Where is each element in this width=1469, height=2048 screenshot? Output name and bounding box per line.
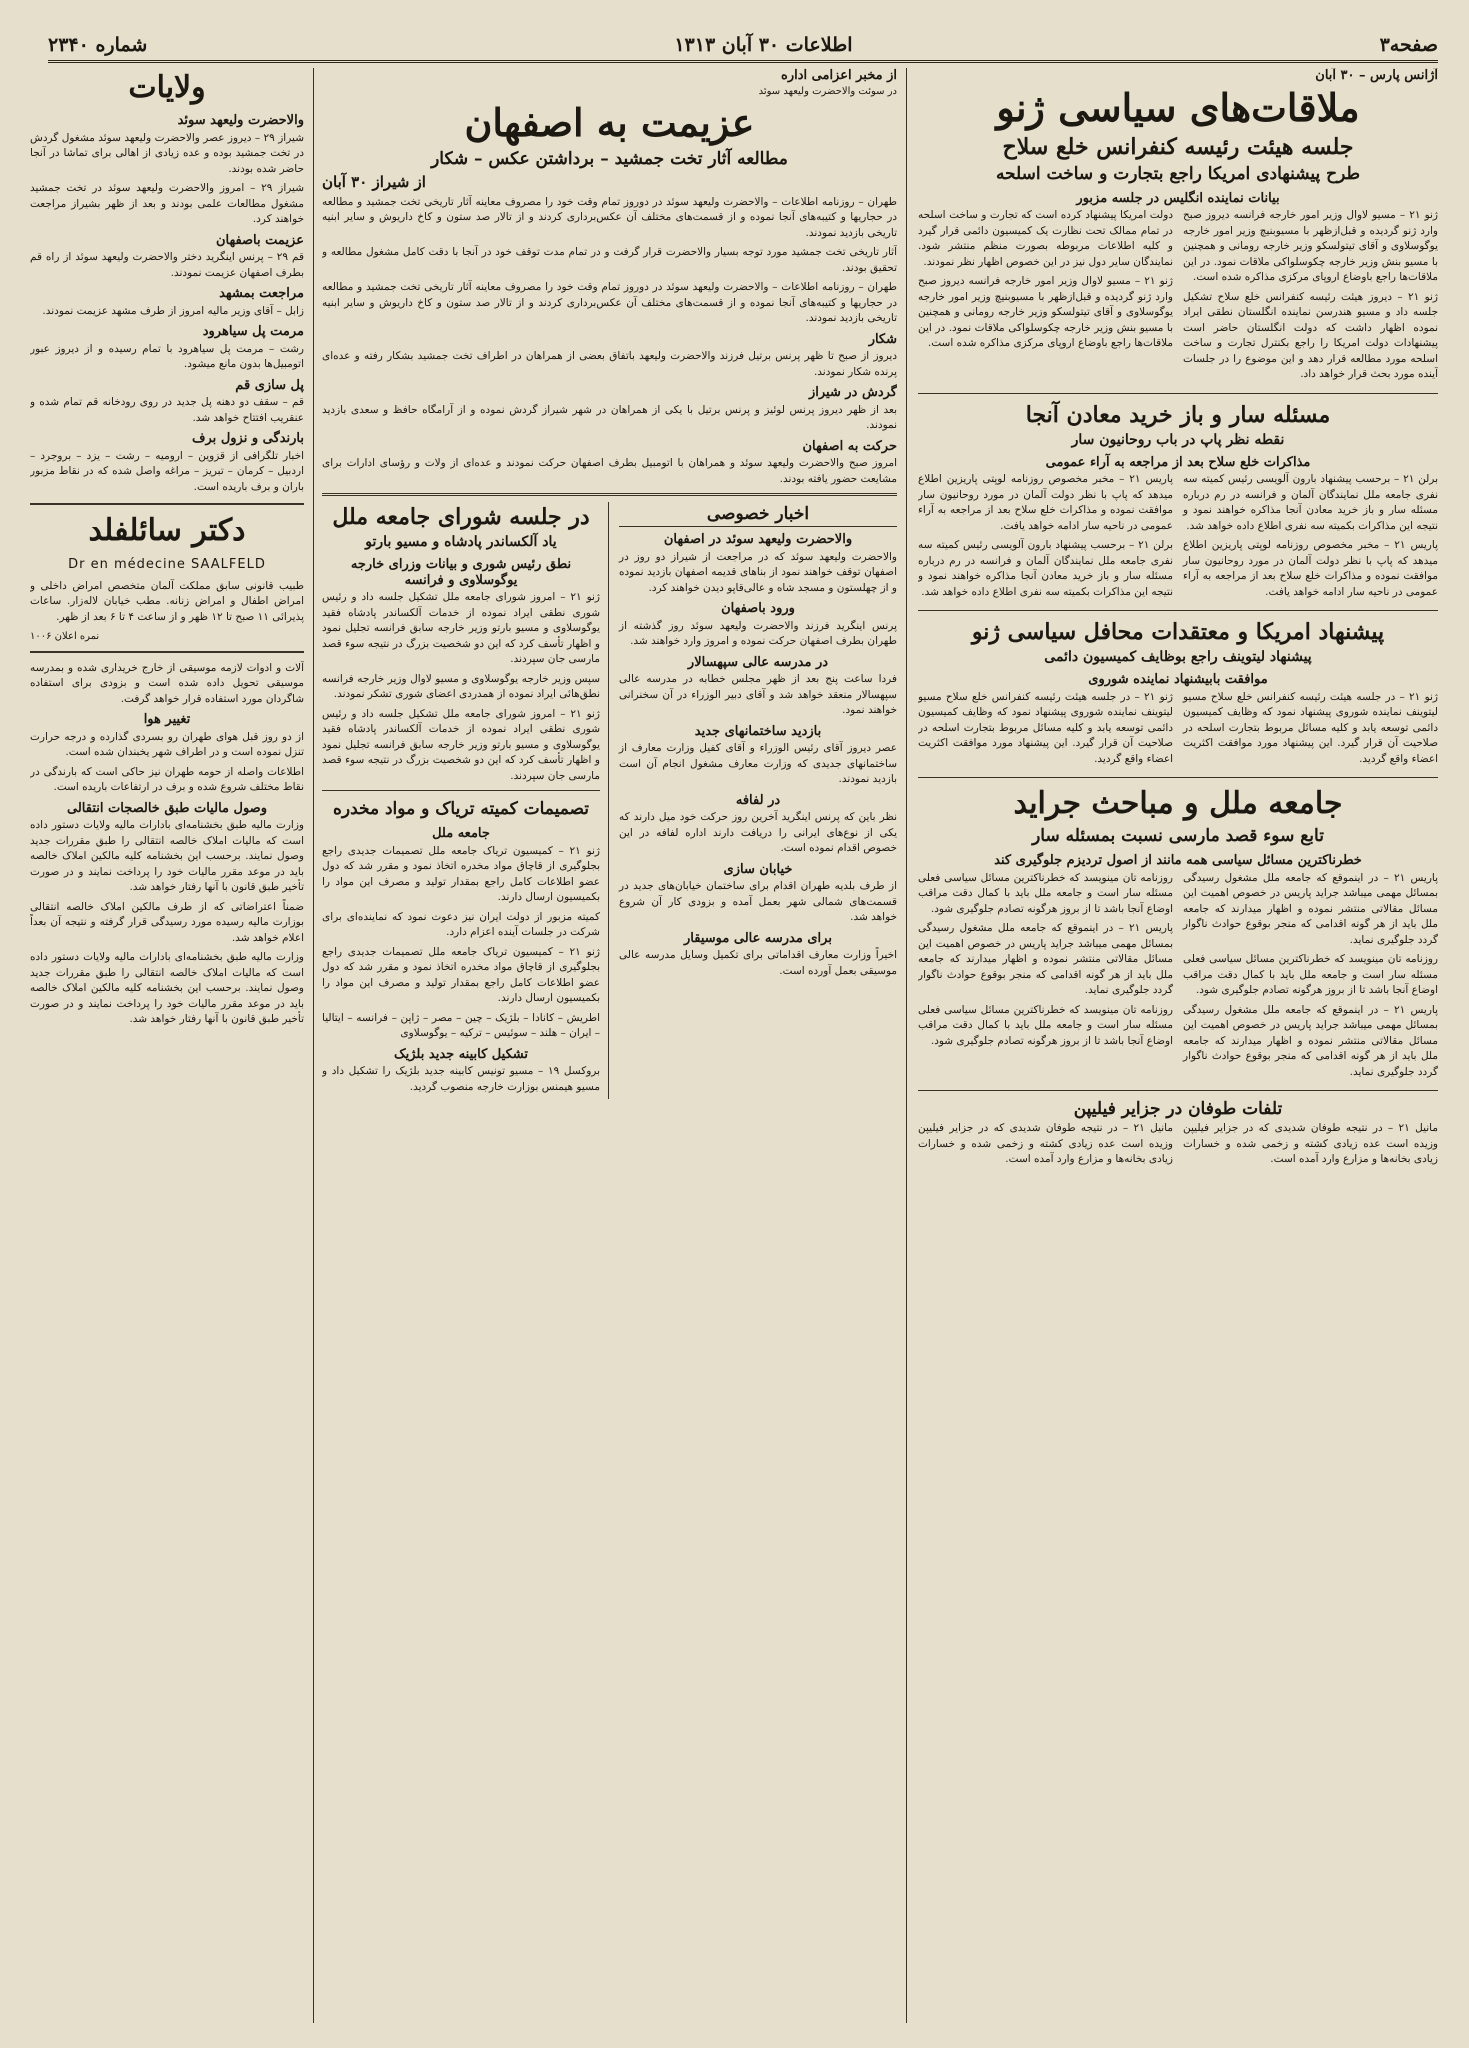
section-heading: مراجعت بمشهد <box>219 286 304 301</box>
column-right <box>918 68 1438 2018</box>
ad-number: نمره اعلان ۱۰۰۶ <box>30 631 100 642</box>
paragraph: نظر باین که پرنس اینگرید آخرین روز حرکت خود میل دارند که یکی از نوع‌های ایرانی را دریافت دارند اداره لفافه در این خصوص اقدام نموده است. <box>619 811 897 854</box>
ad-body: طبیب قانونی سابق مملکت آلمان متخصص امراض داخلی و امراض اطفال و امراض زنانه. مطب خیابان لاله‌زار. ساعات پذیرائی ۱۱ صبح تا ۱۲ ظهر و از ساعت ۴ تا ۶ بعد از ظهر. <box>30 579 304 623</box>
paragraph: ژنو ۲۱ – مسیو لاوال وزیر امور خارجه فرانسه دیروز صبح وارد ژنو گردیده و قبل‌ازظهر با مسیوبنیچ وزیر امور خارجه یوگوسلاوی و آقای تیتولسکو وزیر خارجه رومانی و همچنین با مسیو بنش وزیر خارجه چکوسلواکی ملاقات نمود. در این ملاقات‌ها راجع باوضاع اروپای مرکزی مذاکره شده است. <box>1183 209 1438 283</box>
headline-saar: مسئله سار و باز خرید معادن آنجا <box>1025 401 1331 428</box>
paragraph: برلن ۲۱ – برحسب پیشنهاد بارون آلویسی رئیس کمیته سه نفری جامعه ملل نمایندگان آلمان و فرانسه در رم درباره مسئله سار و باز خرید معادن آنجا مذاکره خواهند نمود و نتیجه این مذاکرات بکمیته سه نفری اطلاع داده خواهد شد. <box>918 539 1174 598</box>
paragraph: ژنو ۲۱ – امروز شورای جامعه ملل تشکیل جلسه داد و رئیس شوری نطقی ایراد نموده از خدمات آلکساندر پادشاه فقید یوگوسلاوی و مسیو بارتو وزیر خارجه سابق فرانسه تجلیل نمود و اظهار تأسف کرد که این دو شخصیت بزرگ در نتیجه سوء قصد مارسی جان سپردند. <box>322 707 600 782</box>
paragraph: شیراز ۲۹ – امروز والاحضرت ولیعهد سوئد در تخت جمشید مشغول مطالعات علمی بودند و بعد از ظهر بشیراز مراجعت خواهند کرد. <box>30 182 304 225</box>
paragraph: روزنامه تان مینویسد که خطرناکترین مسائل سیاسی فعلی مسئله سار است و جامعه ملل باید با کمال دقت مراقب اوضاع آنجا باشد تا از بروز هرگونه تصادم جلوگیری شود. <box>918 1003 1173 1047</box>
column-left <box>30 68 304 2018</box>
paragraph: روزنامه تان مینویسد که خطرناکترین مسائل سیاسی فعلی مسئله سار است و جامعه ملل باید با کمال دقت مراقب اوضاع آنجا باشد تا از بروز هرگونه تصادم جلوگیری شود. <box>918 871 1173 915</box>
paragraph: ژنو ۲۱ – کمیسیون تریاک جامعه ملل تصمیمات جدیدی راجع بجلوگیری از قاچاق مواد مخدره اتخاذ نمود و مقرر شد که دول عضو اطلاعات کامل راجع بمقدار تولید و مصرف این مواد را بکمیسیون ارسال دارند. <box>322 844 600 903</box>
section-heading: تغییر هوا <box>143 712 191 727</box>
paragraph: بروکسل ۱۹ – مسیو تونیس کابینه جدید بلژیک را تشکیل داد و مسیو هیمنس بوزارت خارجه منصوب گردید. <box>322 1065 600 1093</box>
paragraph: قم – سقف دو دهنه پل جدید در روی رودخانه قم تمام شده و عنقریب افتتاح خواهد شد. <box>30 396 304 424</box>
notice-line: از مخبر اعزامی اداره <box>781 68 897 83</box>
column-rule <box>313 68 314 2023</box>
subheadline: یاد آلکساندر پادشاه و مسیو بارتو <box>365 534 557 550</box>
headline-isfahan: عزیمت به اصفهان <box>464 100 755 145</box>
paragraph: طهران – روزنامه اطلاعات – والاحضرت ولیعهد سوئد در دوروز تمام وقت خود را مصروف معاینه آثار تاریخی تخت جمشید و مطالعه در حجاریها و کتیبه‌های آنجا نموده و از قسمت‌های مختلف آن عکس‌برداری کردند و از تالار صد ستون و کاخ داریوش و سایر ابنیه تاریخی بازدید نمودند. <box>322 195 897 239</box>
advertisement-doctor <box>30 503 304 653</box>
section-heading: شکار <box>868 331 897 347</box>
paragraph: برلن ۲۱ – برحسب پیشنهاد بارون آلویسی رئیس کمیته سه نفری جامعه ملل نمایندگان آلمان و فرانسه در رم درباره مسئله سار و باز خرید معادن آنجا مذاکره خواهند نمود و نتیجه این مذاکرات بکمیته سه نفری اطلاع داده خواهد شد. <box>1183 473 1438 532</box>
section-heading: موافقت بابیشنهاد نماینده شوروی <box>1088 672 1268 687</box>
article-body <box>918 871 1438 1085</box>
paragraph: ژنو ۲۱ – دیروز هیئت رئیسه کنفرانس خلع سلاح تشکیل جلسه داد و مسیو هندرسن نماینده انگلستان نطقی ایراد نموده اظهار داشت که دولت انگلستان حاضر است پیشنهادات دولت امریکا را راجع بکنترل تجارت و ساخت اسلحه مورد مطالعه قرار دهد و این موضوع را در جلسات آینده مورد بحث قرار خواهد داد. <box>1183 290 1438 380</box>
section-heading: تشکیل کابینه جدید بلژیک <box>394 1046 528 1062</box>
paragraph: پاریس ۲۱ – در اینموقع که جامعه ملل مشغول رسیدگی بمسائل مهمی میباشد جراید پاریس در خصوص اهمیت این مسائل مقالاتی منتشر نموده و اظهار میدارند که جامعه ملل باید از هر گونه اقدامی که منجر بوقوع حوادث ناگوار گردد جلوگیری نماید. <box>1183 1003 1438 1078</box>
ad-title: دکتر سائلفلد <box>88 513 246 548</box>
paragraph: پاریس ۲۱ – در اینموقع که جامعه ملل مشغول رسیدگی بمسائل مهمی میباشد جراید پاریس در خصوص اهمیت این مسائل مقالاتی منتشر نموده و اظهار میدارند که جامعه ملل باید از هر گونه اقدامی که منجر بوقوع حوادث ناگوار گردد جلوگیری نماید. <box>1183 871 1438 946</box>
lower-split <box>322 502 897 1099</box>
paragraph: ژنو ۲۱ – در جلسه هیئت رئیسه کنفرانس خلع سلاح مسیو لیتوینف نماینده شوروی پیشنهاد نمود که وظایف کمیسیون دائمی توسعه یابد و کلیه مسائل مربوط بتجارت اسلحه در صلاحیت آن قرار گیرد. این پیشنهاد مورد موافقت اکثریت اعضاء واقع گردید. <box>918 690 1173 765</box>
paragraph: مانیل ۲۱ – در نتیجه طوفان شدیدی که در جزایر فیلیپن وزیده است عده زیادی کشته و زخمی شده و خسارات زیادی بخانه‌ها و مزارع وارد آمده است. <box>1183 1122 1438 1165</box>
subheadline: طرح پیشنهادی امریکا راجع بتجارت و ساخت اسلحه <box>995 163 1361 184</box>
section-heading: والاحضرت ولیعهد سوئد در اصفهان <box>663 532 853 547</box>
paragraph: اطلاعات واصله از حومه طهران نیز حاکی است که بارندگی در نقاط مختلف شروع شده و برف در ارتفاعات باریده است. <box>30 765 304 793</box>
masthead-date: اطلاعات ۳۰ آبان ۱۳۱۳ <box>674 34 853 56</box>
article-body <box>918 472 1438 604</box>
section-heading: بیانات نماینده انگلیس در جلسه مزبور <box>1076 190 1280 206</box>
section-heading: خطرناکترین مسائل سیاسی همه مانند از اصول تردیزم جلوگیری کند <box>994 853 1362 868</box>
paragraph: از دو روز قبل هوای طهران رو بسردی گذارده و درجه حرارت تنزل نموده است و در اطراف شهر یخبندان شده است. <box>30 730 304 758</box>
paragraph: روزنامه تان مینویسد که خطرناکترین مسائل سیاسی فعلی مسئله سار است و جامعه ملل باید با کمال دقت مراقب اوضاع آنجا باشد تا از بروز هرگونه تصادم جلوگیری شود. <box>1183 953 1438 996</box>
section-heading: نطق رئیس شوری و بیانات وزرای خارجه یوگوسلاوی و فرانسه <box>350 557 572 588</box>
dateline: از شیراز ۳۰ آبان <box>322 173 426 191</box>
section-heading: خیابان سازی <box>723 861 793 877</box>
masthead <box>48 30 1438 63</box>
section-heading: والاحضرت ولیعهد سوئد <box>177 113 304 128</box>
paragraph: پرنس اینگرید فرزند والاحضرت ولیعهد سوئد روز گذشته از طهران بطرف اصفهان حرکت نموده و امروز وارد خواهند شد. <box>619 619 897 647</box>
paragraph: آثار تاریخی تخت جمشید مورد توجه بسیار والاحضرت قرار گرفت و در تمام مدت توقف خود در آنجا با دقت کامل مشغول مطالعه و تحقیق بودند. <box>322 246 897 274</box>
subheadline: نقطه نظر پاپ در باب روحانیون سار <box>1071 431 1285 448</box>
section-heading: بارندگی و نزول برف <box>192 431 304 446</box>
country-list: اطریش – کانادا – بلژیک – چین – مصر – ژاپن – فرانسه – ایتالیا – ایران – هلند – سوئیس – ترکیه – یوگوسلاوی <box>322 1011 600 1039</box>
paragraph: پاریس ۲۱ – مخبر مخصوص روزنامه لوپتی پاریزین اطلاع میدهد که پاپ با نظر دولت آلمان در مورد روحانیون سار موافقت نموده و مذاکرات خلع سلاح بعد از مراجعه به آراء عمومی در ناحیه سار ادامه خواهد یافت. <box>1183 539 1438 598</box>
paragraph: دیروز از صبح تا ظهر پرنس برتیل فرزند والاحضرت ولیعهد باتفاق بعضی از همراهان در اطراف تخت جمشید بشکار رفته و عده‌ای پرنده شکار نمودند. <box>322 350 897 378</box>
paragraph: از طرف بلدیه طهران اقدام برای ساختمان خیابان‌های جدید در قسمت‌های شمالی شهر بعمل آمده و بزودی کار آن شروع خواهد شد. <box>619 880 897 923</box>
section-title-private-news: اخبار خصوصی <box>619 502 897 527</box>
paragraph: رشت – مرمت پل سیاهرود با تمام رسیده و از دیروز عبور اتومبیل‌ها بدون مانع میشود. <box>30 342 304 370</box>
paragraph: اخبار تلگرافی از قزوین – ارومیه – رشت – یزد – بروجرد – اردبیل – کرمان – تبریز – مراغه واصل شده که در نقاط مزبور باران و برف باریده است. <box>30 449 304 493</box>
article-body <box>918 1121 1438 1172</box>
section-heading: وصول مالیات طبق خالصجات انتقالی <box>66 800 267 816</box>
paragraph: ژنو ۲۱ – کمیسیون تریاک جامعه ملل تصمیمات جدیدی راجع بجلوگیری از قاچاق مواد مخدره اتخاذ نمود و مقرر شد که دول عضو اطلاعات کامل راجع بمقدار تولید و مصرف این مواد را بکمیسیون ارسال دارند. <box>322 945 600 1004</box>
headline-league-press: جامعه ملل و مباحث جراید <box>1013 786 1343 821</box>
paragraph: دولت امریکا پیشنهاد کرده است که تجارت و ساخت اسلحه در تمام ممالک تحت نظارت یک کمیسیون دائمی قرار گیرد و کلیه اطلاعات مربوطه بصورت منظم منتشر شود. نمایندگان سایر دول نیز در این خصوص اظهار نظر نمودند. <box>918 209 1173 268</box>
paragraph: فردا ساعت پنج بعد از ظهر مجلس خطابه در مدرسه عالی سپهسالار منعقد خواهد شد و آقای دبیر الوزراء در آن سخنرانی خواهند نمود. <box>619 673 897 716</box>
headline-opium-committee: تصمیمات کمیته تریاک و مواد مخدره <box>332 799 590 819</box>
section-heading: مذاکرات خلع سلاح بعد از مراجعه به آراء عمومی <box>1045 454 1311 470</box>
headline-provinces: ولایات <box>128 70 206 105</box>
paragraph: ژنو ۲۱ – مسیو لاوال وزیر امور خارجه فرانسه دیروز صبح وارد ژنو گردیده و قبل‌ازظهر با مسیوبنیچ وزیر امور خارجه یوگوسلاوی و آقای تیتولسکو وزیر خارجه رومانی و همچنین با مسیو بنش وزیر خارجه چکوسلواکی ملاقات نمود. در این ملاقات‌ها راجع باوضاع اروپای مرکزی مذاکره شده است. <box>918 275 1173 349</box>
section-heading: عزیمت باصفهان <box>215 232 304 248</box>
page-label: صفحه۳ <box>1379 34 1438 56</box>
subheadline: تابع سوء قصد مارسی نسبت بمسئله سار <box>1032 826 1324 846</box>
headline-geneva: ملاقات‌های سیاسی ژنو <box>996 84 1360 130</box>
paragraph: عصر دیروز آقای رئیس الوزراء و آقای کفیل وزارت معارف از ساختمانهای جدیدی که وزارت معارف مشغول انجام آن است بازدید نمودند. <box>619 742 897 785</box>
notice-line: در سوئت والاحضرت ولیعهد سوئد <box>758 85 897 97</box>
section-heading: در لفافه <box>735 792 781 808</box>
paragraph: بعد از ظهر دیروز پرنس لوئیز و پرنس برتیل با یکی از همراهان در شهر شیراز گردش نموده و از آرامگاه حافظ و سعدی بازدید نمودند. <box>322 403 897 431</box>
section-heading: برای مدرسه عالی موسیقار <box>684 930 832 946</box>
column-rule <box>906 68 907 2023</box>
paragraph: طهران – روزنامه اطلاعات – والاحضرت ولیعهد سوئد در دوروز تمام وقت خود را مصروف معاینه آثار تاریخی تخت جمشید و مطالعه در حجاریها و کتیبه‌های آنجا نموده و از قسمت‌های مختلف آن عکس‌برداری کردند و از تالار صد ستون و کاخ داریوش و سایر ابنیه تاریخی بازدید نمودند. <box>322 281 897 324</box>
section-heading: جامعه ملل <box>432 826 490 841</box>
subheadline: مطالعه آثار تخت جمشید – برداشتن عکس – شکار <box>431 149 788 169</box>
headline-philippines-storm: تلفات طوفان در جزایر فیلیپن <box>1073 1099 1283 1119</box>
paragraph: سپس وزیر خارجه یوگوسلاوی و مسیو لاوال وزیر خارجه فرانسه نطق‌هائی ایراد نموده از همدردی اعضای شوری تشکر نمودند. <box>322 672 600 700</box>
paragraph: پاریس ۲۱ – مخبر مخصوص روزنامه لوپتی پاریزین اطلاع میدهد که پاپ با نظر دولت آلمان در مورد روحانیون سار موافقت نموده و مذاکرات خلع سلاح بعد از مراجعه به آراء عمومی در ناحیه سار ادامه خواهد یافت. <box>918 473 1173 532</box>
paragraph: ژنو ۲۱ – در جلسه هیئت رئیسه کنفرانس خلع سلاح مسیو لیتوینف نماینده شوروی پیشنهاد نمود که وظایف کمیسیون دائمی توسعه یابد و کلیه مسائل مربوط بتجارت اسلحه در صلاحیت آن قرار گیرد. این پیشنهاد مورد موافقت اکثریت اعضاء واقع گردید. <box>1183 690 1438 765</box>
issue-number: شماره ۲۳۴۰ <box>48 34 148 56</box>
paragraph: امروز صبح والاحضرت ولیعهد سوئد و همراهان با اتومبیل بطرف اصفهان حرکت نمودند و عده‌ای از ولات و رؤسای ادارات برای مشایعت حضور یافته بودند. <box>322 457 897 485</box>
paragraph: مانیل ۲۱ – در نتیجه طوفان شدیدی که در جزایر فیلیپن وزیده است عده زیادی کشته و زخمی شده و خسارات زیادی بخانه‌ها و مزارع وارد آمده است. <box>918 1122 1173 1165</box>
paragraph: وزارت مالیه طبق بخشنامه‌ای بادارات مالیه ولایات دستور داده است که مالیات املاک خالصه انتقالی را طبق مقررات جدید وصول نمایند. برحسب این بخشنامه کلیه مالکین املاک خالصه باید در موعد مقرر مالیات خود را پرداخت نمایند و در صورت تأخیر طبق قانون با آنها رفتار خواهد شد. <box>30 819 304 893</box>
column-middle <box>322 68 897 2018</box>
paragraph: وزارت مالیه طبق بخشنامه‌ای بادارات مالیه ولایات دستور داده است که مالیات املاک خالصه انتقالی را طبق مقررات جدید وصول نمایند. برحسب این بخشنامه کلیه مالکین املاک خالصه باید در موعد مقرر مالیات خود را پرداخت نمایند و در صورت تأخیر طبق قانون با آنها رفتار خواهد شد. <box>30 951 304 1025</box>
paragraph: والاحضرت ولیعهد سوئد که در مراجعت از شیراز دو روز در اصفهان توقف خواهند نمود از بناهای قدیمه اصفهان بازدید نموده و از چهلستون و مسجد شاه و عالی‌قاپو دیدن خواهند کرد. <box>619 550 897 594</box>
paragraph: آلات و ادوات لازمه موسیقی از خارج خریداری شده و بمدرسه موسیقی تحویل داده شده است و بزودی برای استفاده شاگردان مورد استفاده قرار خواهد گرفت. <box>30 661 304 705</box>
section-heading: مرمت پل سیاهرود <box>202 324 304 339</box>
section-heading: بازدید ساختمانهای جدید <box>694 723 822 739</box>
article-body <box>918 690 1438 772</box>
headline-league-council: در جلسه شورای جامعه ملل <box>332 504 590 530</box>
paragraph: کمیته مزبور از دولت ایران نیز دعوت نمود که نماینده‌ای برای شرکت در جلسات آینده اعزام دارد. <box>322 910 600 938</box>
paragraph: زابل – آقای وزیر مالیه امروز از طرف مشهد عزیمت نمودند. <box>42 304 304 317</box>
subheadline: پیشنهاد لیتوینف راجع بوظایف کمیسیون دائمی <box>1044 649 1312 665</box>
paragraph: اخیراً وزارت معارف اقداماتی برای تکمیل وسایل مدرسه عالی موسیقی بعمل آورده است. <box>619 949 897 977</box>
section-heading: در مدرسه عالی سپهسالار <box>687 654 829 670</box>
paragraph: پاریس ۲۱ – در اینموقع که جامعه ملل مشغول رسیدگی بمسائل مهمی میباشد جراید پاریس در خصوص اهمیت این مسائل مقالاتی منتشر نموده و اظهار میدارند که جامعه ملل باید از هر گونه اقدامی که منجر بوقوع حوادث ناگوار گردد جلوگیری نماید. <box>918 922 1174 996</box>
headline-america-proposal: پیشنهاد امریکا و معتقدات محافل سیاسی ژنو <box>971 619 1385 645</box>
article-body <box>918 208 1438 387</box>
paragraph: ضمناً اعتراضاتی که از طرف مالکین املاک خالصه انتقالی بوزارت مالیه رسیده مورد رسیدگی قرار گرفته و نتیجه آن بعداً اعلام خواهد شد. <box>30 900 304 944</box>
section-heading: حرکت به اصفهان <box>802 438 897 454</box>
section-heading: پل سازی قم <box>235 377 304 393</box>
ad-title-french: Dr en médecine SAALFELD <box>68 557 266 572</box>
paragraph: قم ۲۹ – پرنس اینگرید دختر والاحضرت ولیعهد سوئد از راه قم بطرف اصفهان عزیمت نمودند. <box>30 251 304 279</box>
section-heading: گردش در شیراز <box>808 385 897 400</box>
paragraph: ژنو ۲۱ – امروز شورای جامعه ملل تشکیل جلسه داد و رئیس شوری نطقی ایراد نموده از خدمات آلکساندر پادشاه فقید یوگوسلاوی و مسیو بارتو وزیر خارجه سابق فرانسه تجلیل نمود و اظهار تأسف کرد که این دو شخصیت بزرگ در نتیجه سوء قصد مارسی جان سپردند. <box>322 591 600 665</box>
section-heading: ورود باصفهان <box>721 601 795 616</box>
source-line: آژانس پارس – ۳۰ آبان <box>1315 68 1438 83</box>
subheadline: جلسه هیئت رئیسه کنفرانس خلع سلاح <box>1002 133 1354 160</box>
paragraph: شیراز ۲۹ – دیروز عصر والاحضرت ولیعهد سوئد مشغول گردش در تخت جمشید بوده و عده زیادی از اهالی برای تماشا در آنجا حاضر شده بودند. <box>30 131 304 175</box>
